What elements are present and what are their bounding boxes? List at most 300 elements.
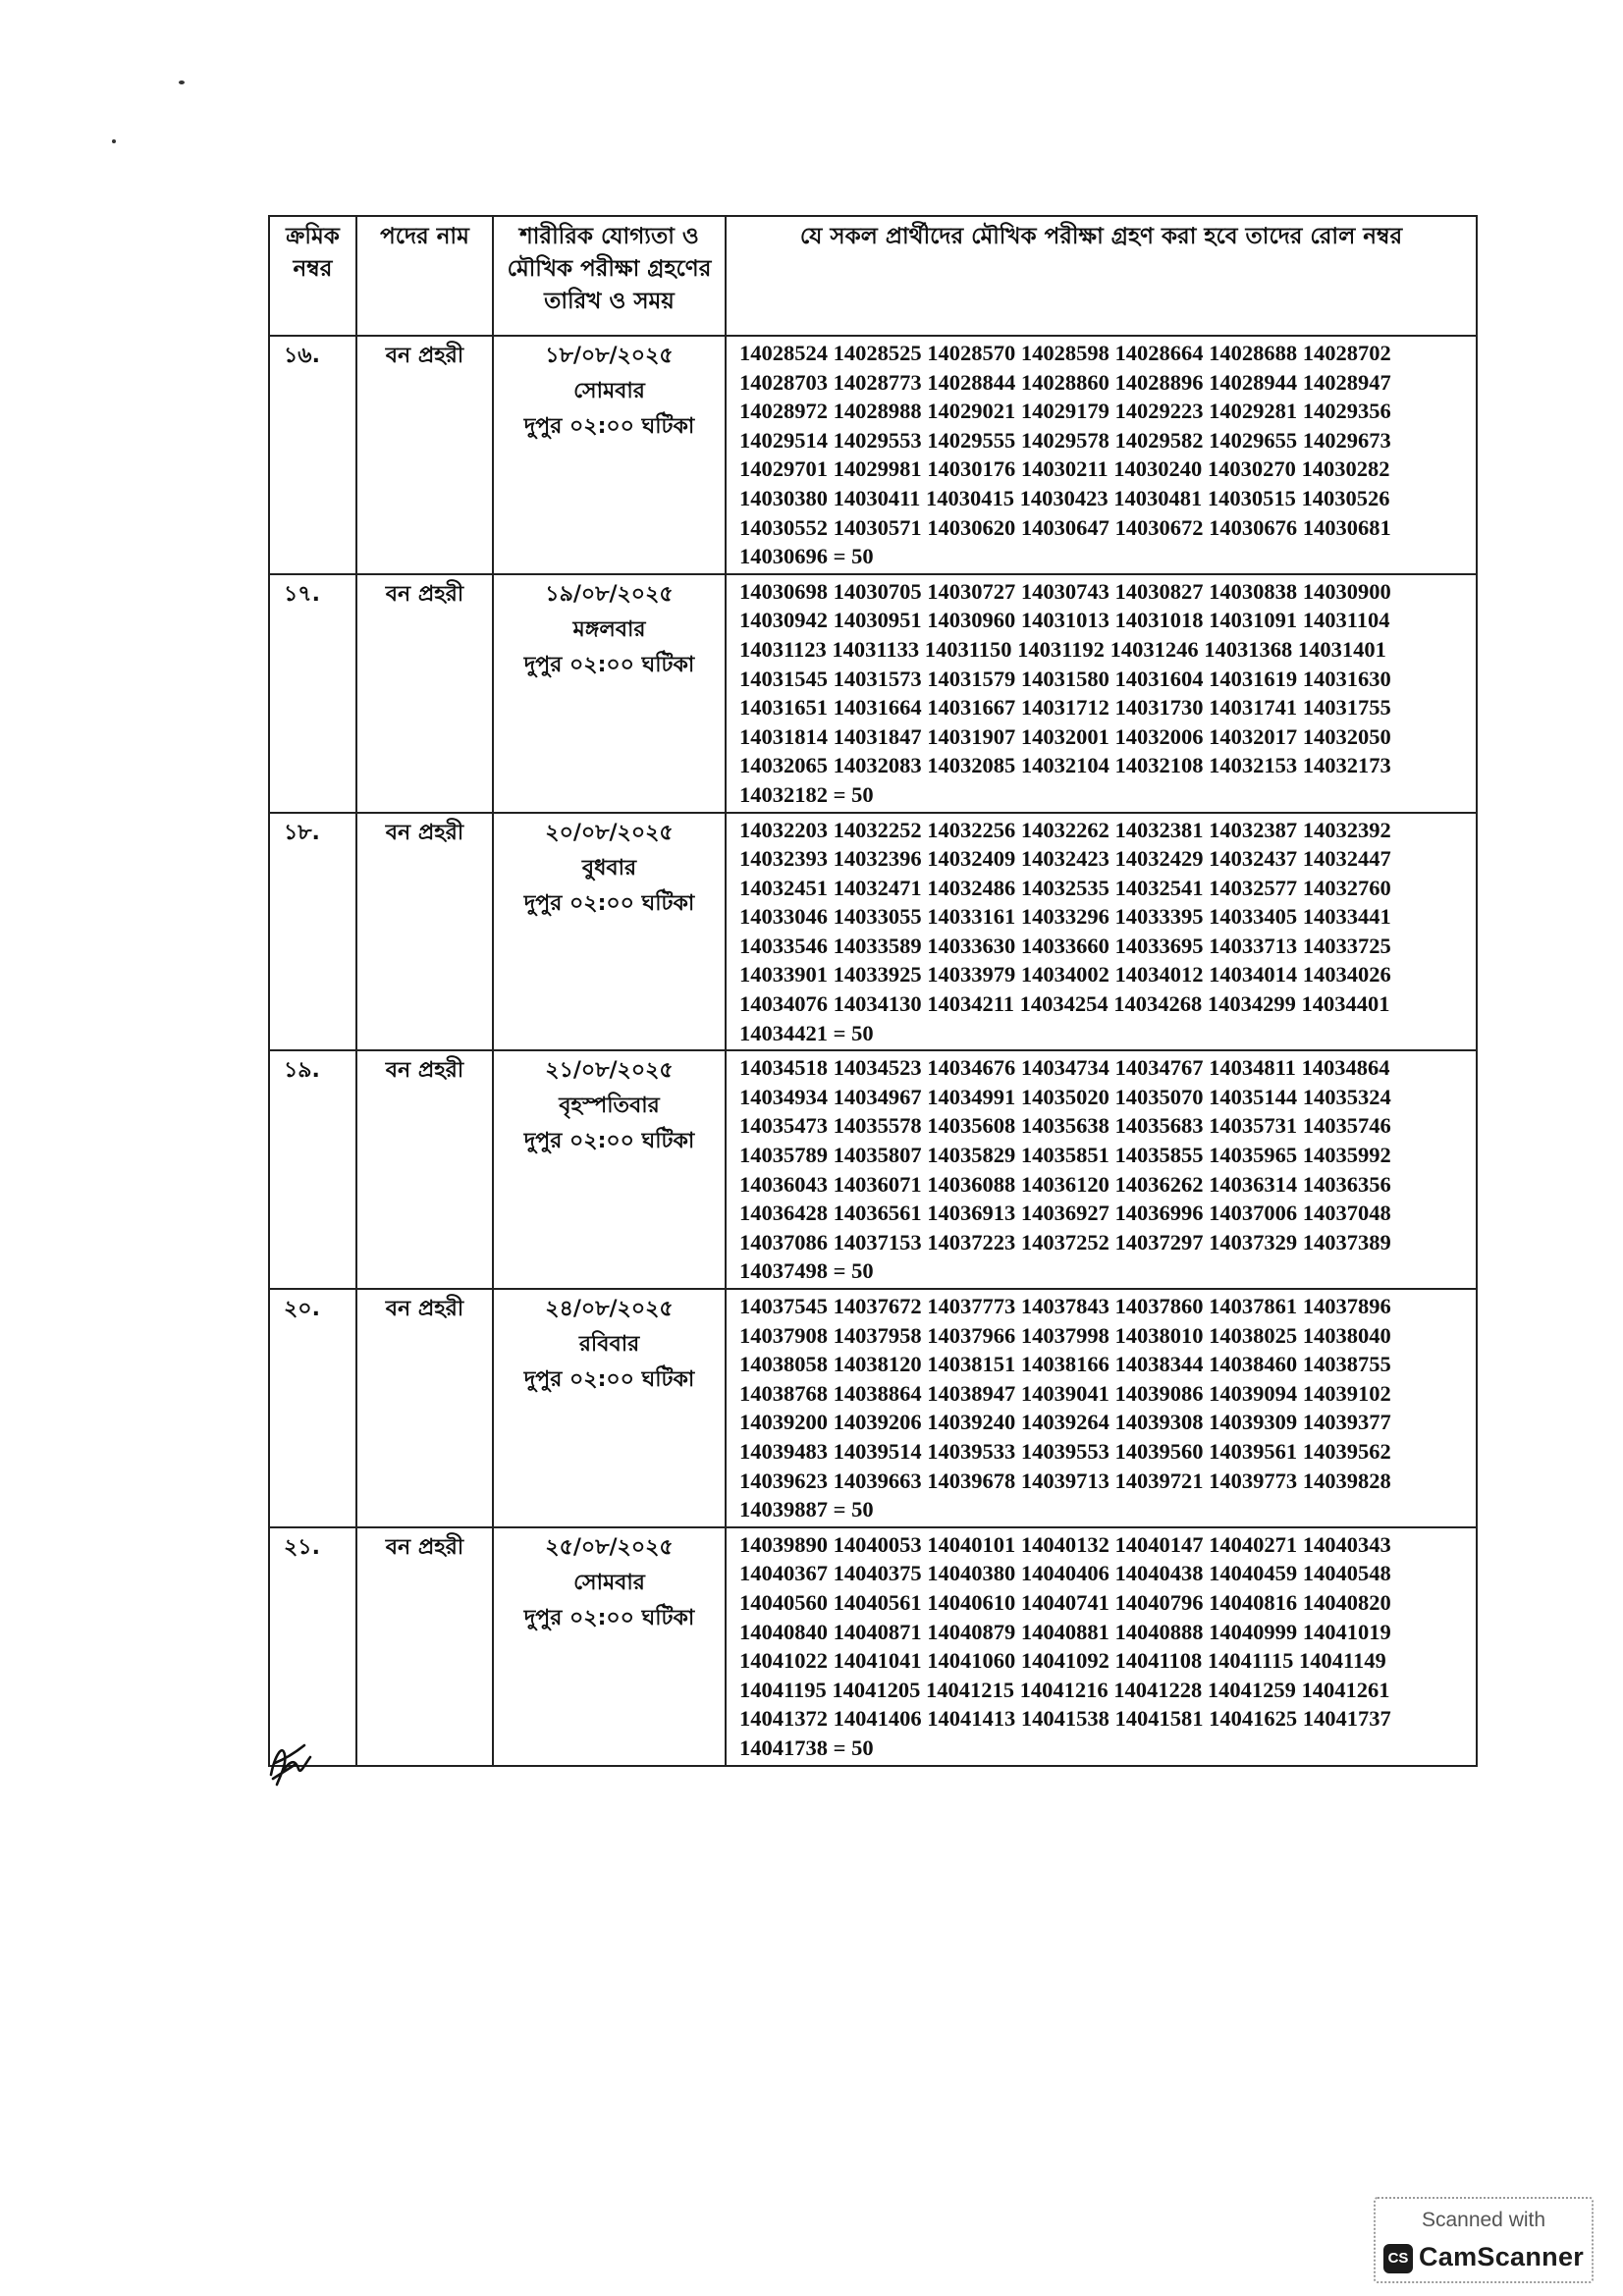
roll-number: 14028773 [833, 369, 922, 395]
cell-post [356, 1527, 493, 1766]
roll-number: 14032429 [1114, 846, 1204, 872]
roll-number: 14034934 [739, 1084, 828, 1109]
roll-number: 14033161 [927, 904, 1016, 930]
roll-number: 14029578 [1020, 427, 1109, 453]
roll-number: 14028947 [1302, 369, 1391, 395]
roll-number: 14030211 [1020, 456, 1109, 482]
roll-number: 14032409 [927, 846, 1016, 872]
roll-number: 14040406 [1020, 1561, 1109, 1586]
roll-number: 14031619 [1209, 666, 1298, 691]
roll-number: 14040840 [739, 1619, 828, 1644]
roll-number: 14041060 [927, 1648, 1016, 1674]
cell-date-time [493, 813, 726, 1051]
roll-number: 14028598 [1020, 341, 1109, 365]
table-header-row [269, 216, 1477, 336]
cell-serial [269, 1289, 356, 1527]
roll-number: 14040999 [1209, 1619, 1298, 1644]
roll-number: 14031580 [1020, 666, 1109, 691]
roll-number: 14029514 [739, 427, 828, 453]
roll-number: 14039533 [927, 1438, 1016, 1464]
roll-number: 14041115 [1207, 1648, 1294, 1674]
roll-number: 14030481 [1113, 485, 1203, 510]
roll-number: 14029021 [927, 399, 1016, 424]
roll-number: 14029655 [1209, 427, 1298, 453]
exam-time: দুপুর ০২:০০ ঘটিকা [523, 1605, 695, 1630]
roll-number: 14039890 [739, 1531, 828, 1557]
roll-number: 14030552 [739, 514, 828, 540]
roll-number: 14033901 [739, 962, 828, 988]
roll-number: 14041022 [739, 1648, 828, 1674]
roll-number: 14030526 [1301, 485, 1390, 510]
post-name: বন প্রহরী [385, 1534, 464, 1560]
roll-number: 14039086 [1114, 1380, 1204, 1406]
camscanner-watermark [1374, 2197, 1594, 2283]
roll-number: 14034076 [739, 991, 828, 1017]
roll-number: 14041406 [833, 1706, 922, 1732]
roll-number: 14037389 [1302, 1229, 1391, 1255]
roll-number: 14035070 [1114, 1084, 1204, 1109]
roll-number: 14034734 [1020, 1055, 1109, 1081]
cell-post [356, 1050, 493, 1289]
roll-number: 14038166 [1020, 1352, 1109, 1377]
roll-number: 14032535 [1020, 875, 1109, 900]
exam-time: দুপুর ০২:০০ ঘটিকা [523, 1129, 695, 1154]
roll-number: 14032437 [1209, 846, 1298, 872]
roll-number: 14037773 [927, 1294, 1016, 1318]
roll-number: 14030423 [1019, 485, 1109, 510]
roll-number: 14031741 [1209, 695, 1298, 721]
roll-number: 14040881 [1020, 1619, 1109, 1644]
roll-number: 14039561 [1209, 1438, 1298, 1464]
cell-date-time [493, 1527, 726, 1766]
roll-number: 14031018 [1114, 608, 1204, 633]
roll-number: 14028988 [833, 399, 922, 424]
serial-number: ২১. [284, 1534, 320, 1560]
roll-number: 14036314 [1209, 1171, 1298, 1197]
exam-date: ২০/০৮/২০২৫ [545, 820, 674, 845]
roll-number: 14032083 [833, 753, 922, 778]
roll-number: 14030698 [739, 578, 828, 604]
roll-number: 14037048 [1302, 1201, 1391, 1226]
roll-number: 14038768 [739, 1380, 828, 1406]
cell-serial [269, 336, 356, 574]
roll-number: 14034130 [833, 991, 922, 1017]
roll-number: 14035608 [927, 1113, 1016, 1139]
cell-roll-numbers [726, 1289, 1477, 1527]
roll-number: 14034254 [1019, 991, 1109, 1017]
roll-number: 14040147 [1114, 1531, 1204, 1557]
roll-number: 14033296 [1020, 904, 1109, 930]
roll-number: 14039623 [739, 1468, 828, 1493]
exam-day: মঙ্গলবার [572, 616, 646, 642]
roll-number: 14031667 [927, 695, 1016, 721]
roll-number: 14038040 [1302, 1322, 1391, 1348]
roll-number: 14041041 [833, 1648, 922, 1674]
roll-number: 14032392 [1302, 817, 1391, 842]
roll-number: 14036088 [927, 1171, 1016, 1197]
cell-roll-numbers [726, 1050, 1477, 1289]
roll-number: 14039483 [739, 1438, 828, 1464]
roll-number: 14032396 [833, 846, 922, 872]
roll-number: 14039377 [1302, 1410, 1391, 1435]
roll-number: 14033630 [927, 933, 1016, 958]
roll-number: 14035992 [1302, 1143, 1391, 1168]
cell-serial [269, 1050, 356, 1289]
roll-number: 14030411 [833, 485, 921, 510]
roll-number: 14041737 [1302, 1706, 1391, 1732]
header-roll-numbers: যে সকল প্রার্থীদের মৌখিক পরীক্ষা গ্রহণ করা হবে তাদের রোল নম্বর [726, 216, 1477, 336]
roll-total: 14030696 = 50 [739, 544, 874, 569]
roll-number: 14032108 [1114, 753, 1204, 778]
roll-number: 14039102 [1302, 1380, 1391, 1406]
roll-number: 14037223 [927, 1229, 1016, 1255]
roll-number: 14031150 [924, 636, 1012, 662]
roll-number: 14034676 [927, 1055, 1016, 1081]
roll-number: 14030240 [1113, 456, 1203, 482]
scan-speck [112, 139, 116, 143]
cell-date-time [493, 336, 726, 574]
roll-number: 14039309 [1209, 1410, 1298, 1435]
roll-number: 14028860 [1020, 369, 1109, 395]
roll-number: 14041215 [926, 1677, 1015, 1702]
roll-number: 14038344 [1114, 1352, 1204, 1377]
roll-number: 14032017 [1209, 723, 1298, 749]
cell-serial [269, 1527, 356, 1766]
roll-number: 14037086 [739, 1229, 828, 1255]
roll-number: 14035020 [1020, 1084, 1109, 1109]
roll-number: 14040741 [1020, 1589, 1109, 1615]
roll-number: 14036561 [833, 1201, 922, 1226]
roll-number: 14034012 [1114, 962, 1204, 988]
roll-number: 14036428 [739, 1201, 828, 1226]
roll-number: 14039713 [1020, 1468, 1109, 1493]
roll-number: 14028844 [927, 369, 1016, 395]
roll-number: 14038010 [1114, 1322, 1204, 1348]
roll-number: 14034523 [833, 1055, 922, 1081]
roll-number: 14033695 [1114, 933, 1204, 958]
roll-number: 14035683 [1114, 1113, 1204, 1139]
roll-number: 14033441 [1302, 904, 1391, 930]
table-row [269, 1289, 1477, 1527]
roll-number: 14032006 [1114, 723, 1204, 749]
roll-number: 14034518 [739, 1055, 828, 1081]
roll-number: 14038460 [1209, 1352, 1298, 1377]
post-name: বন প্রহরী [385, 1297, 464, 1321]
exam-date: ১৮/০৮/২০২৫ [545, 344, 674, 368]
roll-number: 14035789 [739, 1143, 828, 1168]
roll-number: 14030647 [1020, 514, 1109, 540]
roll-number: 14033589 [833, 933, 922, 958]
exam-time: দুপুর ০২:০০ ঘটিকা [523, 414, 695, 439]
exam-date: ২৫/০৮/২০২৫ [545, 1534, 674, 1560]
exam-day: বুধবার [581, 855, 637, 881]
cell-roll-numbers [726, 813, 1477, 1051]
roll-number: 14039206 [833, 1410, 922, 1435]
roll-total: 14032182 = 50 [739, 781, 874, 807]
roll-number: 14041259 [1207, 1677, 1296, 1702]
post-name: বন প্রহরী [385, 344, 464, 368]
roll-number: 14037297 [1114, 1229, 1204, 1255]
roll-number: 14029555 [927, 427, 1016, 453]
roll-number: 14034002 [1020, 962, 1109, 988]
roll-number: 14038947 [927, 1380, 1016, 1406]
roll-number: 14034014 [1209, 962, 1298, 988]
roll-number: 14038864 [833, 1380, 922, 1406]
header-post: পদের নাম [356, 216, 493, 336]
roll-number: 14028525 [833, 341, 922, 365]
roll-number: 14041625 [1209, 1706, 1298, 1732]
roll-number: 14030951 [833, 608, 922, 633]
roll-number: 14032104 [1020, 753, 1109, 778]
exam-date: ২৪/০৮/২০২৫ [545, 1297, 674, 1321]
roll-number: 14038120 [833, 1352, 922, 1377]
roll-number: 14034967 [833, 1084, 922, 1109]
roll-number: 14037958 [833, 1322, 922, 1348]
roll-number: 14035829 [927, 1143, 1016, 1168]
roll-number: 14039553 [1020, 1438, 1109, 1464]
roll-number: 14037860 [1114, 1294, 1204, 1318]
roll-number: 14030620 [927, 514, 1016, 540]
roll-number: 14030838 [1209, 578, 1298, 604]
roll-number: 14029981 [833, 456, 922, 482]
roll-number: 14030727 [927, 578, 1016, 604]
table-row [269, 574, 1477, 813]
roll-number: 14035638 [1020, 1113, 1109, 1139]
roll-number: 14041195 [739, 1677, 827, 1702]
roll-total: 14041738 = 50 [739, 1735, 874, 1760]
roll-number: 14040871 [833, 1619, 922, 1644]
roll-number: 14037966 [927, 1322, 1016, 1348]
roll-number: 14032486 [927, 875, 1016, 900]
cell-post [356, 813, 493, 1051]
roll-number: 14028688 [1209, 341, 1298, 365]
roll-number: 14031246 [1109, 636, 1199, 662]
roll-number: 14040796 [1114, 1589, 1204, 1615]
roll-number: 14041216 [1019, 1677, 1109, 1702]
roll-number: 14031104 [1302, 608, 1390, 633]
exam-day: সোমবার [573, 379, 645, 403]
serial-number: ১৯. [284, 1058, 320, 1084]
roll-number: 14035746 [1302, 1113, 1391, 1139]
roll-number: 14031755 [1302, 695, 1391, 721]
roll-number: 14031091 [1209, 608, 1298, 633]
roll-number: 14030270 [1207, 456, 1296, 482]
scan-speck [179, 80, 185, 84]
roll-number: 14034026 [1302, 962, 1391, 988]
roll-number: 14035578 [833, 1113, 922, 1139]
roll-number: 14033925 [833, 962, 922, 988]
roll-number: 14041205 [832, 1677, 921, 1702]
cell-date-time [493, 1289, 726, 1527]
roll-number: 14039200 [739, 1410, 828, 1435]
roll-number: 14035807 [833, 1143, 922, 1168]
roll-number: 14040367 [739, 1561, 828, 1586]
roll-number: 14037252 [1020, 1229, 1109, 1255]
roll-number: 14030681 [1302, 514, 1391, 540]
roll-number: 14040053 [833, 1531, 922, 1557]
post-name: বন প্রহরী [385, 581, 464, 607]
roll-number: 14038755 [1302, 1352, 1391, 1377]
roll-number: 14039514 [833, 1438, 922, 1464]
roll-number: 14040459 [1209, 1561, 1298, 1586]
roll-number: 14031579 [927, 666, 1016, 691]
roll-number: 14040548 [1302, 1561, 1391, 1586]
roll-number: 14032252 [833, 817, 922, 842]
roll-number: 14036043 [739, 1171, 828, 1197]
roll-number: 14030571 [833, 514, 922, 540]
roll-number: 14028944 [1209, 369, 1298, 395]
roll-number: 14032447 [1302, 846, 1391, 872]
roll-number: 14033405 [1209, 904, 1298, 930]
roll-number: 14036913 [927, 1201, 1016, 1226]
interview-schedule-table [268, 215, 1478, 1767]
roll-number: 14040888 [1114, 1619, 1204, 1644]
roll-number: 14040438 [1114, 1561, 1204, 1586]
roll-number: 14041372 [739, 1706, 828, 1732]
roll-number: 14034268 [1113, 991, 1203, 1017]
roll-number: 14039678 [927, 1468, 1016, 1493]
roll-number: 14031630 [1302, 666, 1391, 691]
roll-number: 14028570 [927, 341, 1016, 365]
roll-number: 14032451 [739, 875, 828, 900]
roll-number: 14030415 [926, 485, 1015, 510]
roll-number: 14036356 [1302, 1171, 1391, 1197]
roll-number: 14031013 [1020, 608, 1109, 633]
exam-time: দুপুর ০২:০০ ঘটিকা [523, 652, 695, 677]
roll-number: 14041108 [1114, 1648, 1203, 1674]
roll-number: 14041581 [1114, 1706, 1204, 1732]
roll-number: 14040610 [927, 1589, 1016, 1615]
roll-number: 14038151 [927, 1352, 1016, 1377]
roll-number: 14034864 [1301, 1055, 1390, 1081]
roll-number: 14030515 [1207, 485, 1296, 510]
post-name: বন প্রহরী [385, 1058, 464, 1084]
roll-number: 14028972 [739, 399, 828, 424]
roll-number: 14035324 [1302, 1084, 1391, 1109]
roll-number: 14032256 [927, 817, 1016, 842]
roll-number: 14028896 [1114, 369, 1204, 395]
table-row [269, 813, 1477, 1051]
roll-number: 14031133 [832, 636, 920, 662]
roll-number: 14034811 [1209, 1055, 1296, 1081]
roll-number: 14030380 [739, 485, 828, 510]
roll-number: 14041228 [1113, 1677, 1203, 1702]
cell-post [356, 336, 493, 574]
cell-roll-numbers [726, 336, 1477, 574]
roll-number: 14040132 [1020, 1531, 1109, 1557]
roll-number: 14039663 [833, 1468, 922, 1493]
roll-number: 14033660 [1020, 933, 1109, 958]
roll-number: 14034299 [1207, 991, 1296, 1017]
watermark-caption: Scanned with [1421, 2209, 1546, 2231]
roll-number: 14029281 [1209, 399, 1298, 424]
roll-number: 14030672 [1114, 514, 1204, 540]
roll-total: 14034421 = 50 [739, 1020, 874, 1045]
roll-number: 14030176 [927, 456, 1016, 482]
roll-number: 14033713 [1209, 933, 1298, 958]
serial-number: ১৭. [284, 581, 320, 607]
roll-number: 14039721 [1114, 1468, 1204, 1493]
serial-number: ১৮. [284, 820, 320, 845]
roll-number: 14031573 [833, 666, 922, 691]
roll-number: 14037006 [1209, 1201, 1298, 1226]
roll-number: 14037998 [1020, 1322, 1109, 1348]
exam-day: সোমবার [573, 1570, 645, 1595]
roll-number: 14032085 [927, 753, 1016, 778]
roll-number: 14032203 [739, 817, 828, 842]
roll-number: 14032262 [1020, 817, 1109, 842]
roll-number: 14033979 [927, 962, 1016, 988]
cell-date-time [493, 1050, 726, 1289]
roll-number: 14031545 [739, 666, 828, 691]
cell-serial [269, 574, 356, 813]
roll-number: 14030676 [1209, 514, 1298, 540]
roll-total: 14037498 = 50 [739, 1258, 874, 1284]
roll-number: 14035965 [1209, 1143, 1298, 1168]
exam-date: ২১/০৮/২০২৫ [545, 1058, 674, 1084]
cell-serial [269, 813, 356, 1051]
roll-number: 14040343 [1302, 1531, 1391, 1557]
roll-number: 14040101 [927, 1531, 1016, 1557]
roll-number: 14038058 [739, 1352, 828, 1377]
roll-number: 14041261 [1301, 1677, 1390, 1702]
roll-number: 14036927 [1020, 1201, 1109, 1226]
cell-post [356, 1289, 493, 1527]
roll-number: 14041019 [1302, 1619, 1391, 1644]
roll-number: 14040561 [833, 1589, 922, 1615]
roll-number: 14040820 [1302, 1589, 1391, 1615]
roll-number: 14030942 [739, 608, 828, 633]
roll-number: 14041092 [1020, 1648, 1109, 1674]
roll-number: 14035731 [1209, 1113, 1298, 1139]
roll-number: 14034991 [927, 1084, 1016, 1109]
roll-number: 14032423 [1020, 846, 1109, 872]
roll-number: 14030900 [1302, 578, 1391, 604]
table-row [269, 1527, 1477, 1766]
roll-number: 14031730 [1114, 695, 1204, 721]
roll-number: 14032387 [1209, 817, 1298, 842]
cell-roll-numbers [726, 1527, 1477, 1766]
roll-number: 14035144 [1209, 1084, 1298, 1109]
roll-number: 14039264 [1020, 1410, 1109, 1435]
roll-number: 14037672 [833, 1294, 922, 1318]
roll-number: 14033725 [1302, 933, 1391, 958]
roll-number: 14031368 [1204, 636, 1293, 662]
roll-number: 14029582 [1114, 427, 1204, 453]
roll-number: 14031664 [833, 695, 922, 721]
roll-number: 14039308 [1114, 1410, 1204, 1435]
roll-number: 14038025 [1209, 1322, 1298, 1348]
roll-number: 14034211 [927, 991, 1015, 1017]
roll-number: 14036120 [1020, 1171, 1109, 1197]
roll-number: 14039773 [1209, 1468, 1298, 1493]
exam-day: বৃহস্পতিবার [559, 1094, 660, 1119]
roll-number: 14030282 [1301, 456, 1390, 482]
roll-number: 14032065 [739, 753, 828, 778]
roll-number: 14039094 [1209, 1380, 1298, 1406]
roll-number: 14040271 [1209, 1531, 1298, 1557]
roll-number: 14035855 [1114, 1143, 1204, 1168]
exam-day: রবিবার [578, 1332, 640, 1357]
roll-number: 14037545 [739, 1294, 828, 1318]
roll-number: 14040879 [927, 1619, 1016, 1644]
roll-number: 14040375 [833, 1561, 922, 1586]
roll-number: 14031907 [927, 723, 1016, 749]
roll-number: 14037861 [1209, 1294, 1298, 1318]
roll-number: 14040560 [739, 1589, 828, 1615]
roll-number: 14036996 [1114, 1201, 1204, 1226]
roll-number: 14034767 [1114, 1055, 1204, 1081]
